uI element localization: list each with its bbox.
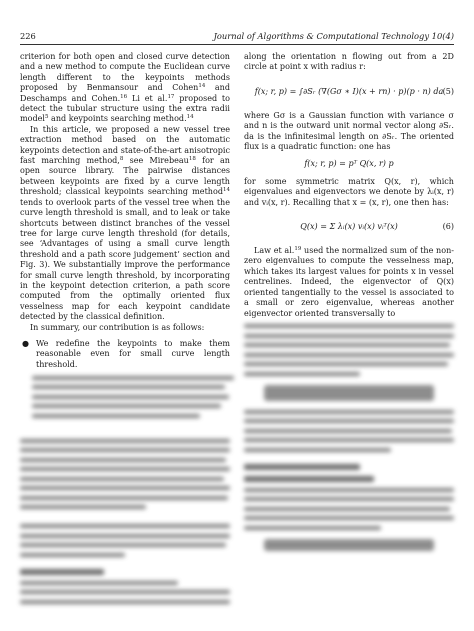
- blurred-region-right: [244, 324, 454, 551]
- right-column: [244, 52, 454, 560]
- equation-6: Q(x) = Σ λᵢ(x) vᵢ(x) vᵢᵀ(x) (6): [244, 215, 454, 239]
- paragraph-eigen: for some symmetric matrix Q(x, r), which eigenvalues and eigenvectors we denote by λᵢ(x, r) and vᵢ(x, r). Recalling that x = (x, r), one then has:: [244, 176, 454, 207]
- paragraph-flux-intro: along the orientation n flowing out from a 2D circle at point x with radius r:: [244, 52, 454, 72]
- contribution-bullet: [20, 339, 230, 370]
- left-column: [20, 52, 230, 609]
- paragraph-proposal: In this article, we proposed a new vessel tree extraction method based on the automatic keypoints detection and state-of-the-art anisotropic fast marching method,$^8$ see Mirebeau$^{18}$ for an open source library. The pairwise distances between keypoints are fixed by a curve length threshold; classical keypoints searching method$^{14}$ tends to overlook parts of the vessel tree when the curve length threshold is small, and to leak or take shortcuts between distinct branches of the vessel tree for large curve length threshold (for details, see ‘Advantages of using a small curve length threshold and a path score judgement’ section and Fig. 3). We substantially improve the performance for small curve length threshold, by incorporating in the keypoint detection criterion, a path score computed from the optimally oriented flux vesselness map for each keypoint candidate detected by the classical definition.: [20, 124, 230, 322]
- journal-title: Journal of Algorithms & Computational Technology 10(4): [213, 31, 454, 41]
- equation-number: (5): [442, 86, 454, 96]
- equation-quadratic: f(x; r, p) = pᵀ Q(x, r) p: [304, 159, 394, 169]
- running-header: [20, 31, 454, 43]
- blurred-region-left: [20, 376, 230, 604]
- equation-5: f(x; r, p) = ∫∂Sᵣ (∇(Gσ ∗ I)(x + rn) · p)(p · n) da (5): [244, 80, 454, 104]
- paragraph-law: Law et al.$^{19}$ used the normalized sum of the non-zero eigenvalues to compute the vesselness map, which takes its largest values for points x in vessel centrelines. Indeed, the eigenvector of Q(x) oriented tangentially to the vessel is associated to a small or zero eigenvalue, whereas another eigenvector oriented transversally to: [244, 246, 454, 318]
- header-rule: [20, 44, 454, 45]
- paragraph-summary: In summary, our contribution is as follows:: [30, 322, 205, 332]
- bullet-icon: ●: [22, 338, 30, 348]
- paragraph-gaussian: where Gσ is a Gaussian function with variance σ and n is the outward unit normal vector along ∂Sᵣ. da is the infinitesimal length on ∂Sᵣ. The oriented flux is a quadratic function: one has: [244, 110, 454, 152]
- paragraph-intro-end: criterion for both open and closed curve detection and a new method to compute the Euclidean curve length different to the keypoints methods proposed by Benmansour and Cohen$^{14}$ and Deschamps and Cohen.$^{16}$ Li et al.$^{17}$ proposed to detect the tubular structure using the extra radii model$^5$ and keypoints searching method.$^{14}$: [20, 52, 231, 124]
- bullet-text: We redefine the keypoints to make them reasonable even for small curve length threshold.: [36, 338, 230, 369]
- equation-number: (6): [442, 222, 454, 232]
- page-number: 226: [20, 31, 36, 41]
